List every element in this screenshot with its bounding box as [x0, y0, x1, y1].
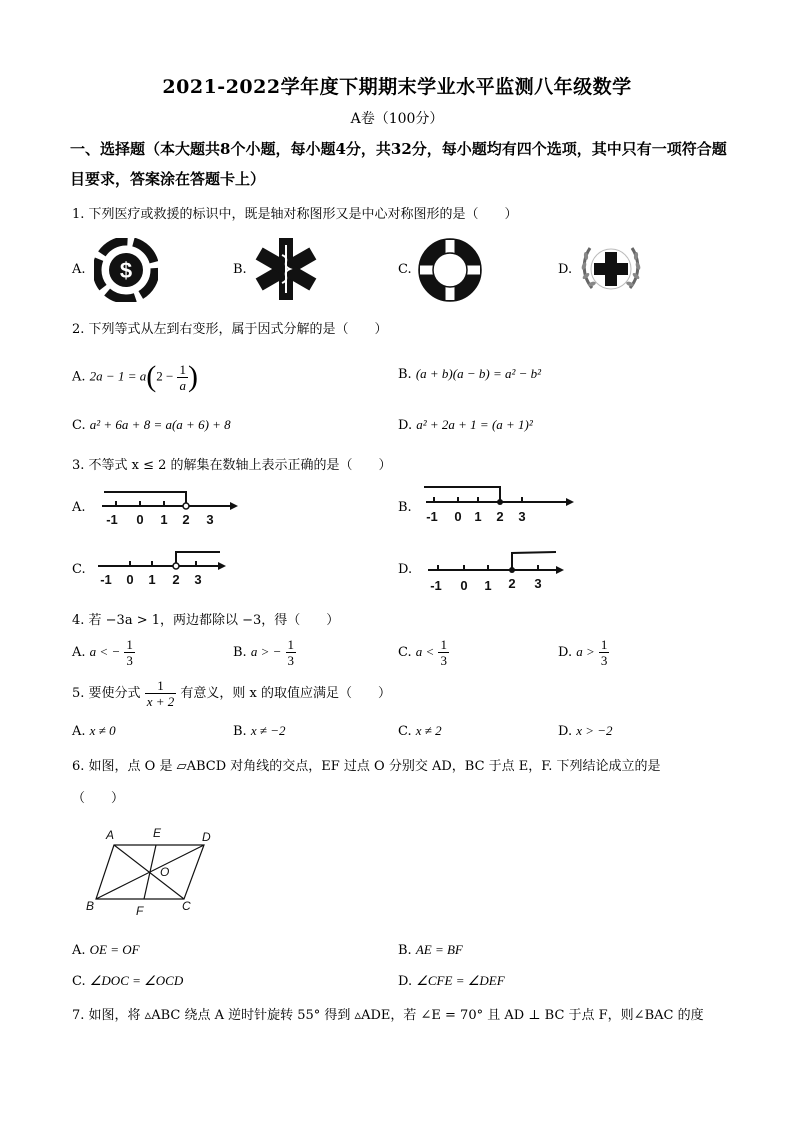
- q5-stem-pre: 5. 要使分式: [72, 686, 141, 701]
- q5-c-text: x ≠ 2: [415, 723, 442, 738]
- q4-option-c: [398, 637, 449, 668]
- q2-option-a: [72, 360, 198, 394]
- q4-option-a: [72, 637, 135, 668]
- q5-num: 1: [145, 678, 177, 694]
- number-line-d: [422, 546, 572, 596]
- q3a-tick-2: 2: [182, 512, 190, 527]
- q6-b-text: AE = BF: [415, 942, 463, 957]
- q4-a-num: 1: [126, 637, 133, 652]
- number-line-c: [94, 546, 234, 592]
- q3c-tick-1: 1: [148, 572, 156, 587]
- q3a-tick-neg1: -1: [106, 512, 118, 527]
- q6-a-text: OE = OF: [89, 942, 140, 957]
- q2-a-label: A.: [72, 369, 86, 385]
- question-7-stem: 7. 如图，将 ▵ABC 绕点 A 逆时针旋转 55° 得到 ▵ADE，若 ∠E = 70° 且 AD ⊥ BC 于点 F，则∠BAC 的度: [72, 1008, 704, 1023]
- page-title: 2021-2022学年度下期期末学业水平监测八年级数学: [162, 76, 632, 98]
- q6-d-label: D.: [398, 974, 413, 989]
- q3b-tick-0: 0: [454, 509, 462, 524]
- q4-d-label: D.: [558, 645, 573, 660]
- q6-option-b: [398, 942, 463, 958]
- q3d-tick-1: 1: [484, 578, 492, 593]
- q3c-tick-3: 3: [194, 572, 202, 587]
- q2-d-label: D.: [398, 418, 413, 433]
- q3b-tick-3: 3: [518, 509, 526, 524]
- q4-c-fraction: [438, 637, 449, 668]
- q4-option-b: [233, 637, 296, 668]
- q4-d-fraction: [599, 637, 610, 668]
- q2-a-paren-open: (: [146, 360, 157, 393]
- q4-d-num: 1: [600, 637, 608, 652]
- q4-b-pre: a > −: [250, 644, 282, 659]
- question-6-stem: 6. 如图，点 O 是 ▱ABCD 对角线的交点，EF 过点 O 分别交 AD，BC 于点 E，F. 下列结论成立的是: [72, 759, 661, 774]
- q4-c-label: C.: [398, 645, 412, 660]
- q4-b-num: 1: [287, 637, 295, 652]
- q2-a-fraction: [177, 362, 188, 393]
- q3b-tick-1: 1: [474, 509, 482, 524]
- q4-b-label: B.: [233, 645, 247, 660]
- q3a-tick-1: 1: [160, 512, 168, 527]
- q3a-tick-3: 3: [206, 512, 214, 527]
- q2-b-text: (a + b)(a − b) = a² − b²: [415, 366, 542, 381]
- q3d-tick-2: 2: [508, 576, 516, 591]
- q2-a-paren-close: ): [187, 360, 198, 393]
- vertex-d-label: D: [202, 830, 211, 844]
- q2-option-b: [398, 366, 541, 382]
- point-f-label: F: [136, 904, 144, 918]
- q1-label-c: C.: [398, 262, 412, 277]
- q5-option-b: [233, 723, 286, 739]
- section-heading-choice: 一、选择题（本大题共8个小题，每小题4分，共32分，每小题均有四个选项，其中只有一项符合题目要求，答案涂在答题卡上）: [70, 140, 727, 188]
- q3-label-b: B.: [398, 500, 412, 515]
- q3b-tick-neg1: -1: [426, 509, 438, 524]
- q2-a-lead: 2 −: [156, 368, 174, 384]
- q4-c-den: 3: [440, 653, 447, 668]
- dollar-symbol: $: [119, 258, 133, 283]
- q4-a-fraction: [124, 637, 135, 668]
- q1-label-b: B.: [233, 262, 247, 277]
- q5-c-label: C.: [398, 724, 412, 739]
- q3b-tick-2: 2: [496, 509, 504, 524]
- q2-a-num: 1: [179, 361, 186, 377]
- red-cross-laurel-icon: [578, 236, 644, 302]
- question-1-stem: 1. 下列医疗或救援的标识中，既是轴对称图形又是中心对称图形的是（ ）: [72, 207, 518, 222]
- point-o-label: O: [160, 865, 170, 879]
- q4-d-pre: a >: [576, 644, 595, 659]
- question-6-stem-cont: （ ）: [72, 791, 125, 806]
- parallelogram-figure: [80, 823, 230, 923]
- vertex-b-label: B: [86, 899, 95, 913]
- q6-a-label: A.: [72, 943, 86, 958]
- q6-d-text: ∠CFE = ∠DEF: [416, 973, 505, 988]
- q3a-tick-0: 0: [136, 512, 144, 527]
- q4-option-d: [558, 637, 609, 668]
- q5-d-label: D.: [558, 724, 573, 739]
- q4-c-num: 1: [440, 637, 447, 652]
- q3-label-d: D.: [398, 562, 413, 577]
- star-of-life-icon: [252, 236, 320, 302]
- q2-a-lhs: 2a − 1 = a: [89, 368, 147, 384]
- q1-label-d: D.: [558, 262, 573, 277]
- vertex-c-label: C: [182, 899, 191, 913]
- q3d-tick-0: 0: [460, 578, 468, 593]
- lifebuoy-icon: [418, 238, 482, 302]
- question-5-stem: [72, 678, 391, 709]
- q2-c-label: C.: [72, 418, 86, 433]
- q3c-tick-0: 0: [126, 572, 134, 587]
- page-subtitle: A卷（100分）: [350, 111, 444, 127]
- q6-option-c: [72, 973, 183, 989]
- q3c-tick-2: 2: [172, 572, 180, 587]
- q5-a-text: x ≠ 0: [89, 723, 116, 738]
- q4-c-pre: a <: [415, 644, 435, 659]
- number-line-b: [418, 480, 578, 526]
- q5-option-a: [72, 723, 116, 739]
- q2-option-d: [398, 417, 533, 433]
- q3d-tick-neg1: -1: [430, 578, 442, 593]
- q5-stem-post: 有意义，则 x 的取值应满足（ ）: [180, 686, 391, 701]
- q5-option-d: [558, 723, 613, 739]
- q6-c-label: C.: [72, 974, 86, 989]
- q6-b-label: B.: [398, 943, 412, 958]
- question-3-stem: 3. 不等式 x ≤ 2 的解集在数轴上表示正确的是（ ）: [72, 458, 392, 473]
- q3d-tick-3: 3: [534, 576, 542, 591]
- q5-b-text: x ≠ −2: [250, 723, 286, 738]
- q1-label-a: A.: [72, 262, 86, 277]
- q3-label-a: A.: [72, 500, 86, 515]
- q3-label-c: C.: [72, 562, 86, 577]
- q4-b-fraction: [286, 637, 297, 668]
- q3c-tick-neg1: -1: [100, 572, 112, 587]
- question-2-stem: 2. 下列等式从左到右变形，属于因式分解的是（ ）: [72, 322, 388, 337]
- number-line-a: [96, 484, 241, 530]
- q4-a-label: A.: [72, 645, 86, 660]
- question-4-stem: 4. 若 −3a > 1，两边都除以 −3，得（ ）: [72, 613, 340, 628]
- q4-d-den: 3: [600, 653, 608, 668]
- q2-d-text: a² + 2a + 1 = (a + 1)²: [416, 417, 533, 432]
- q4-a-pre: a < −: [89, 644, 121, 659]
- q5-den: x + 2: [146, 694, 175, 709]
- q5-a-label: A.: [72, 724, 86, 739]
- q2-a-den: a: [179, 377, 186, 393]
- vertex-a-label: A: [106, 828, 115, 842]
- point-e-label: E: [153, 826, 162, 840]
- q2-option-c: [72, 417, 231, 433]
- q6-option-d: [398, 973, 505, 989]
- dollar-coin-icon: [94, 238, 158, 302]
- q4-b-den: 3: [287, 653, 295, 668]
- q6-c-text: ∠DOC = ∠OCD: [89, 973, 184, 988]
- q5-b-label: B.: [233, 724, 247, 739]
- q5-option-c: [398, 723, 442, 739]
- q6-option-a: [72, 942, 140, 958]
- q2-b-label: B.: [398, 367, 412, 382]
- q5-fraction: [145, 678, 177, 709]
- q4-a-den: 3: [126, 653, 133, 668]
- q5-d-text: x > −2: [576, 723, 613, 738]
- q2-c-text: a² + 6a + 8 = a(a + 6) + 8: [89, 417, 231, 432]
